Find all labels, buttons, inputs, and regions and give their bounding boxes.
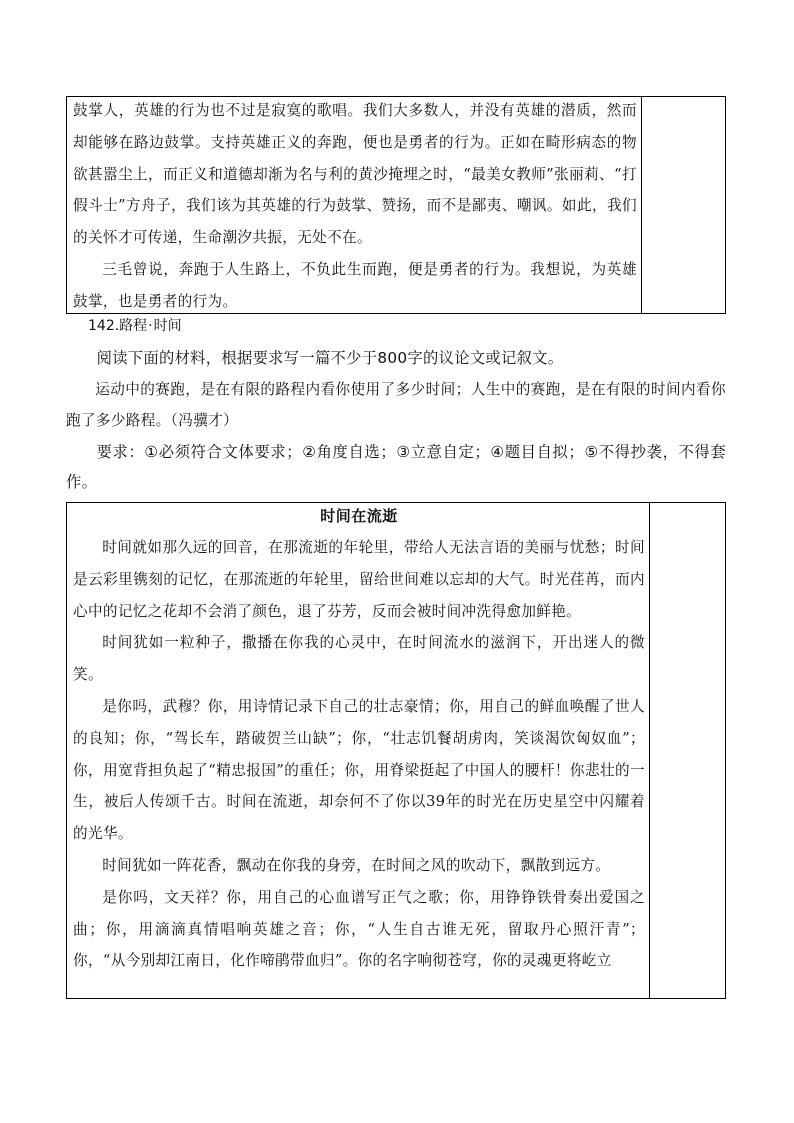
essay-continuation-box (66, 96, 726, 314)
prompt-instruction: 阅读下面的材料，根据要求写一篇不少于800字的议论文或记叙文。 (96, 349, 564, 367)
section-heading (88, 314, 182, 338)
section-title-a: 路程 (119, 318, 148, 334)
continuation-paragraph: 三毛曾说，奔跑于人生路上，不负此生而跑，便是勇者的行为。我想说，为英雄鼓掌，也是勇者的行为。 (73, 260, 637, 310)
essay-paragraph: 是你吗，武穆？你，用诗情记录下自己的壮志豪情；你，用自己的鲜血唤醒了世人的良知；你，“驾长车，踏破贺兰山缺”；你，“壮志饥餐胡虏肉，笑谈渴饮匈奴血”；你，用宽背担负起了“精忠报国”的重任；你，用脊梁挺起了中国人的腰杆！你悲壮的一生，被后人传颂千古。时间在流逝，却奈何不了你以39年的时光在历史星空中闪耀着的光华。 (73, 697, 645, 843)
section-title-separator: · (148, 318, 153, 334)
continuation-paragraph: 鼓掌人，英雄的行为也不过是寂寞的歌唱。我们大多数人，并没有英雄的潜质，然而却能够在路边鼓掌。支持英雄正义的奔跑，便也是勇者的行为。正如在畸形病态的物欲甚嚣尘上，而正义和道德却渐为名与利的黄沙掩埋之时，“最美女教师”张丽莉、“打假斗士”方舟子，我们该为其英雄的行为鼓掌、赞扬，而不是鄙夷、嘲讽。如此，我们的关怀才可传递，生命潮汐共振，无处不在。 (73, 102, 637, 247)
essay-box (66, 502, 726, 999)
prompt-material: 运动中的赛跑，是在有限的路程内看你使用了多少时间；人生中的赛跑，是在有限的时间内看你跑了多少路程。（冯骥才） (66, 381, 726, 429)
essay-title: 时间在流逝 (320, 507, 398, 525)
essay-continuation-text (73, 95, 637, 318)
essay-text (73, 504, 645, 977)
section-number: 142. (88, 318, 120, 334)
prompt-requirements: 要求：①必须符合文体要求；②角度自选；③立意自定；④题目自拟；⑤不得抄袭，不得套作。 (66, 443, 726, 491)
comment-column-divider (641, 97, 642, 313)
comment-column-divider (649, 503, 650, 998)
section-title-b: 时间 (153, 318, 182, 334)
essay-paragraph: 时间就如那久远的回音，在那流逝的年轮里，带给人无法言语的美丽与忧愁；时间是云彩里镌刻的记忆，在那流逝的年轮里，留给世间难以忘却的大气。时光荏苒，而内心中的记忆之花却不会消了颜色，退了芬芳，反而会被时间冲洗得愈加鲜艳。 (73, 539, 645, 620)
essay-paragraph: 时间犹如一阵花香，飘动在你我的身旁，在时间之风的吹动下，飘散到远方。 (102, 856, 611, 874)
essay-paragraph: 时间犹如一粒种子，撒播在你我的心灵中，在时间流水的滋润下，开出迷人的微笑。 (73, 634, 645, 684)
essay-paragraph: 是你吗，文天祥？你，用自己的心血谱写正气之歌；你，用铮铮铁骨奏出爱国之曲；你，用滴滴真情唱响英雄之音；你，“人生自古谁无死，留取丹心照汗青”；你，“从今别却江南日，化作啼鹃带血归”。你的名字响彻苍穹，你的灵魂更将屹立 (73, 888, 645, 970)
